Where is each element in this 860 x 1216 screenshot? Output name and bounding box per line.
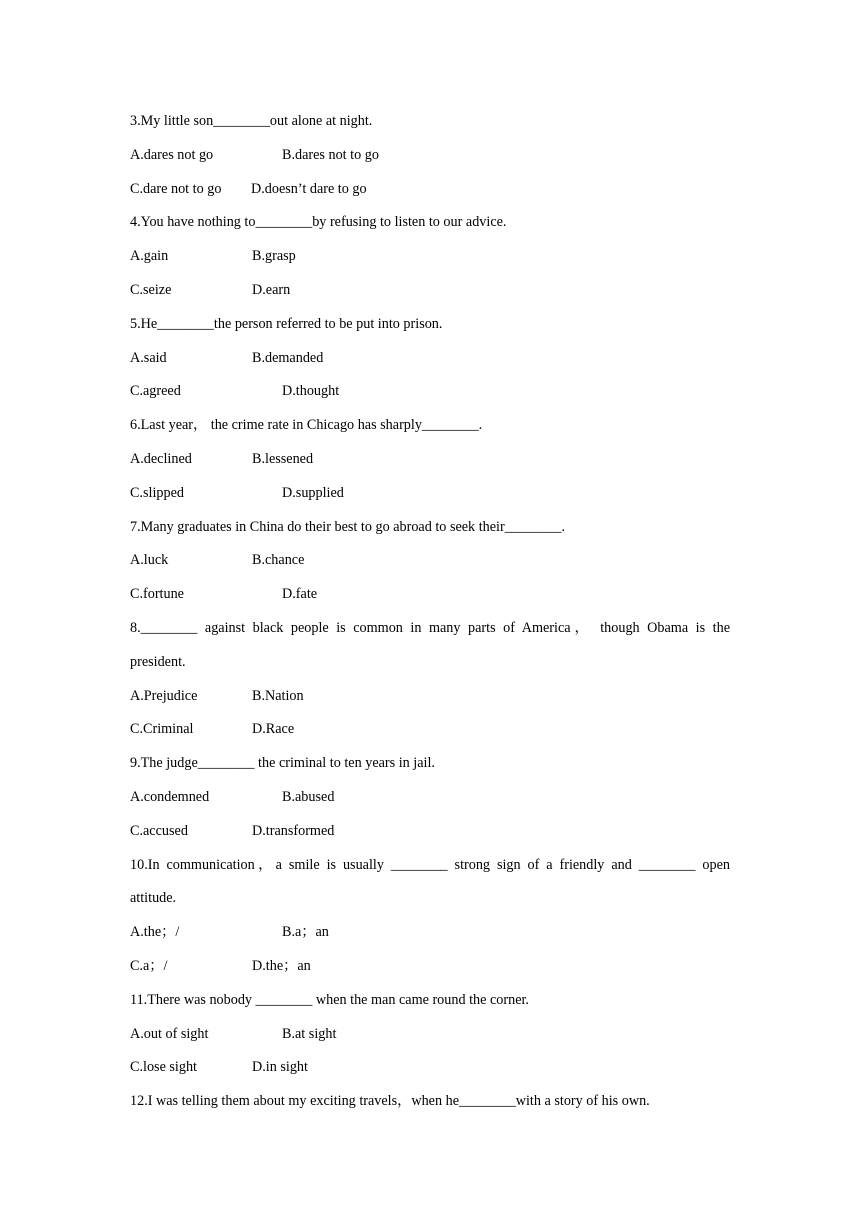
question-7-options-row-2 [130,578,730,612]
option-a: A.declined [130,450,192,467]
question-5-stem: 5.He________the person referred to be put into prison. [130,315,443,332]
question-4-options-row-2 [130,274,730,308]
option-d: D.supplied [282,484,344,501]
question-7-stem: 7.Many graduates in China do their best to go abroad to seek their________. [130,518,565,535]
option-c: C.dare not to go [130,180,222,197]
option-c: C.accused [130,822,188,839]
question-8-stem-line-1: 8.________ against black people is common in many parts of America， though Obama is the [130,619,730,636]
question-8-options-row-1 [130,680,730,714]
question-11-options-row-2 [130,1051,730,1085]
option-c: C.Criminal [130,721,194,738]
question-9-stem: 9.The judge________ the criminal to ten years in jail. [130,755,435,772]
question-10-stem-line-2: attitude. [130,890,177,907]
question-4-options-row-1 [130,240,730,274]
option-a: A.out of sight [130,1025,209,1042]
question-3-stem: 3.My little son________out alone at night. [130,113,373,129]
option-d: D.fate [282,586,318,603]
option-a: A.the；/ [130,924,180,941]
option-b: B.demanded [252,349,324,366]
option-b: B.a；an [282,924,329,941]
option-c: C.seize [130,281,172,298]
question-6-options-row-2 [130,477,730,511]
question-3-options-row-1 [130,139,730,173]
option-d: D.thought [282,383,340,400]
option-b: B.grasp [252,248,296,265]
option-c: C.a；/ [130,957,168,974]
option-a: A.condemned [130,788,210,805]
question-8-stem-line-2: president. [130,653,186,670]
option-d: D.doesn’t dare to go [251,180,367,197]
option-a: A.said [130,349,167,366]
option-d: D.transformed [252,822,335,839]
option-c: C.slipped [130,484,184,501]
question-6-options-row-1 [130,443,730,477]
option-c: C.fortune [130,586,184,603]
question-11-stem: 11.There was nobody ________ when the man came round the corner. [130,991,529,1008]
question-4-stem: 4.You have nothing to________by refusing to listen to our advice. [130,214,507,231]
question-12-stem: 12.I was telling them about my exciting travels，when he________with a story of his own. [130,1093,650,1110]
question-10-stem-line-1: 10.In communication，a smile is usually ________ strong sign of a friendly and ________ open [130,856,730,873]
question-9-options-row-2 [130,815,730,849]
question-10-options-row-2 [130,950,730,984]
option-a: A.Prejudice [130,687,198,704]
option-a: A.gain [130,248,169,265]
question-5-options-row-2 [130,375,730,409]
option-b: B.dares not to go [282,146,379,163]
option-a: A.dares not go [130,146,214,163]
question-6-stem: 6.Last year， the crime rate in Chicago has sharply________. [130,417,483,434]
question-7-options-row-1 [130,544,730,578]
question-9-options-row-1 [130,781,730,815]
option-c: C.agreed [130,383,181,400]
question-5-options-row-1 [130,342,730,376]
option-b: B.abused [282,788,335,805]
question-10-options-row-1 [130,916,730,950]
option-b: B.at sight [282,1025,337,1042]
question-11-options-row-1 [130,1018,730,1052]
option-d: D.the；an [252,957,311,974]
option-d: D.in sight [252,1059,308,1076]
document-page [130,105,730,1119]
option-d: D.earn [252,281,291,298]
question-8-options-row-2 [130,713,730,747]
option-c: C.lose sight [130,1059,198,1076]
option-a: A.luck [130,552,169,569]
option-b: B.lessened [252,450,314,467]
option-d: D.Race [252,721,295,738]
question-3-options-row-2 [130,173,730,207]
option-b: B.chance [252,552,305,569]
option-b: B.Nation [252,687,304,704]
